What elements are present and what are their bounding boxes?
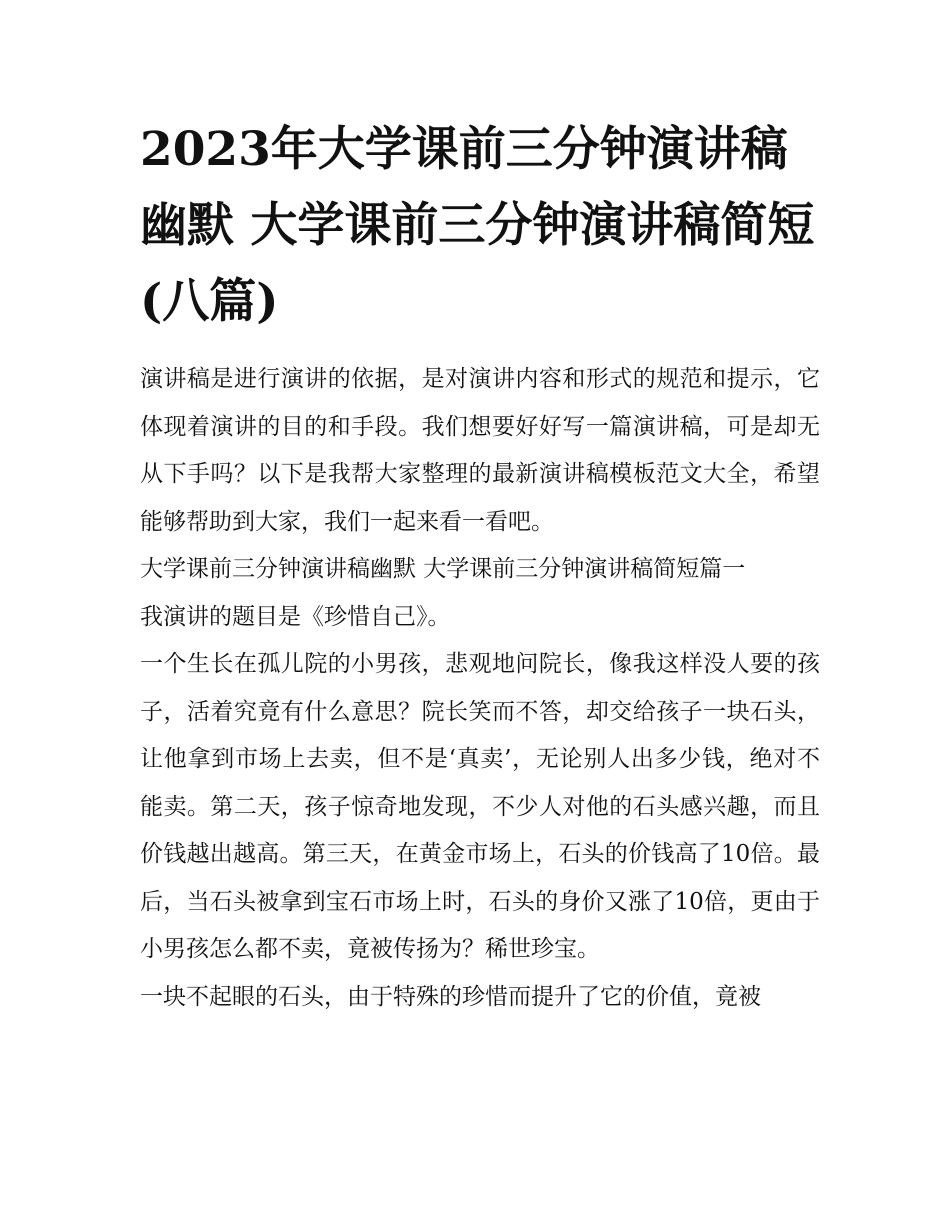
document-body — [140, 356, 820, 1021]
intro-paragraph: 演讲稿是进行演讲的依据，是对演讲内容和形式的规范和提示，它体现着演讲的目的和手段。我们想要好好写一篇演讲稿，可是却无从下手吗？以下是我帮大家整理的最新演讲稿模板范文大全，希望能够帮助到大家，我们一起来看一看吧。 — [140, 366, 820, 535]
document-title: 2023年大学课前三分钟演讲稿幽默 大学课前三分钟演讲稿简短(八篇) — [140, 122, 815, 329]
speech-topic-paragraph: 我演讲的题目是《珍惜自己》。 — [140, 603, 451, 630]
story-paragraph: 一个生长在孤儿院的小男孩，悲观地问院长，像我这样没人要的孩子，活着究竟有什么意思？院长笑而不答，却交给孩子一块石头，让他拿到市场上去卖，但不是‘真卖’，无论别人出多少钱，绝对不能卖。第二天，孩子惊奇地发现，不少人对他的石头感兴趣，而且价钱越出越高。第三天，在黄金市场上，石头的价钱高了10倍。最后，当石头被拿到宝石市场上时，石头的身价又涨了10倍，更由于小男孩怎么都不卖，竟被传扬为？稀世珍宝。 — [140, 651, 820, 962]
closing-paragraph: 一块不起眼的石头，由于特殊的珍惜而提升了它的价值，竟被 — [140, 983, 761, 1010]
section-heading: 大学课前三分钟演讲稿幽默 大学课前三分钟演讲稿简短篇一 — [140, 556, 746, 582]
